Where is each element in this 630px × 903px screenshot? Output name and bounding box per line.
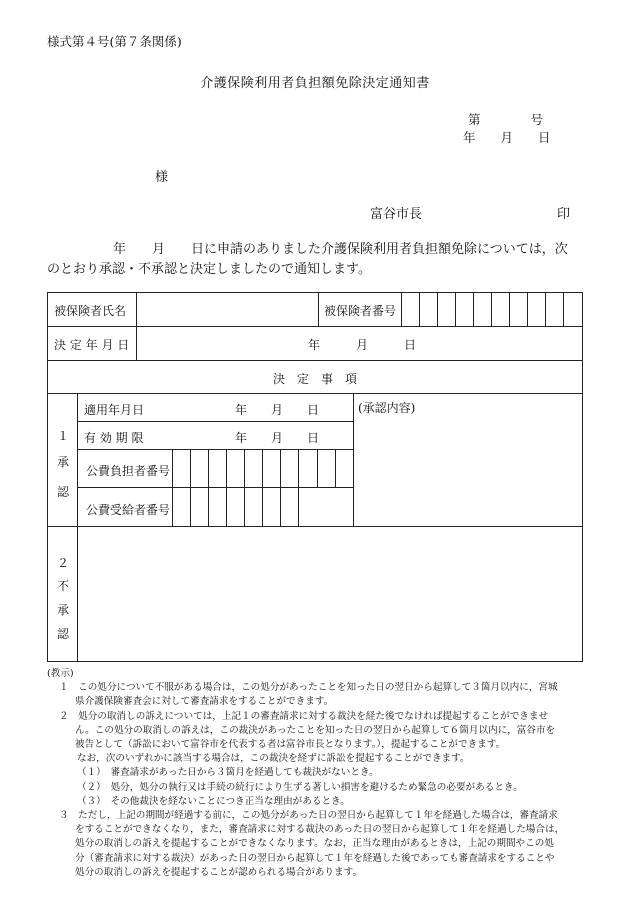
digit-box-divider bbox=[473, 293, 474, 326]
valid-period-value: 年 月 日 bbox=[235, 431, 320, 445]
digit-box-divider bbox=[563, 293, 564, 326]
digit-box-divider bbox=[545, 293, 546, 326]
digit-box-divider bbox=[509, 293, 510, 326]
apply-date-value: 年 月 日 bbox=[235, 403, 320, 417]
notice-line: 県介護保険審査会に対して審査請求をすることができます。 bbox=[75, 696, 334, 708]
decision-items-heading: 決 定 事 項 bbox=[272, 372, 357, 386]
seal-mark: 印 bbox=[557, 207, 571, 222]
row-divider bbox=[48, 326, 582, 327]
legal-notice bbox=[47, 667, 587, 880]
notice-line: 被告として（訴訟において富谷市を代表する者は富谷市長となります。），提起することができます。 bbox=[75, 739, 506, 751]
decision-form-table bbox=[47, 292, 583, 662]
row-divider bbox=[77, 487, 353, 488]
col-divider bbox=[353, 393, 354, 526]
digit-box-divider bbox=[298, 449, 299, 526]
notice-line: 分（審査請求に対する裁決）があった日の翌日から起算して１年を経過した後であっても審査請求をすることや bbox=[75, 852, 555, 864]
insured-name-label: 被保険者氏名 bbox=[54, 304, 127, 318]
notice-line: ３ ただし，上記の期間が経過する前に，この処分があった日の翌日から起算して１年を経過した場合は，審査請求 bbox=[59, 810, 558, 822]
notice-line: ん。この処分の取消しの訴えは，この裁決があったことを知った日の翌日から起算して６箇月以内に，富谷市を bbox=[75, 724, 556, 736]
digit-box-divider bbox=[317, 449, 318, 487]
notice-line: １ この処分について不服がある場合は，この処分があったことを知った日の翌日から起算して３箇月以内に，宮城 bbox=[59, 682, 558, 694]
digit-box-divider bbox=[226, 449, 227, 526]
approval-section-char: 承 bbox=[57, 455, 70, 469]
insured-number-label: 被保険者番号 bbox=[324, 304, 397, 318]
digit-box-divider bbox=[455, 293, 456, 326]
col-divider bbox=[77, 393, 78, 662]
public-payer-number-label: 公費負担者番号 bbox=[86, 464, 171, 478]
decision-date-value: 年 月 日 bbox=[308, 338, 417, 352]
col-divider bbox=[318, 293, 319, 326]
row-divider bbox=[48, 360, 582, 361]
digit-box-divider bbox=[190, 449, 191, 526]
notice-line: なお，次のいずれかに該当する場合は，この裁決を経ずに訴訟を提起することができます。 bbox=[77, 753, 470, 765]
apply-date-label: 適用年月日 bbox=[84, 403, 145, 417]
notice-line: （３） その他裁決を経ないことにつき正当な理由があるとき。 bbox=[77, 795, 350, 807]
valid-period-label: 有 効 期 限 bbox=[84, 431, 144, 445]
digit-box-divider bbox=[527, 293, 528, 326]
issue-date: 年 月 日 bbox=[463, 130, 551, 145]
digit-box-divider bbox=[262, 449, 263, 526]
document-number: 第 号 bbox=[468, 112, 544, 127]
notice-line: （１） 審査請求があった日から３箇月を経過しても裁決がないとき。 bbox=[77, 767, 379, 779]
notice-line: 処分の取消しの訴えを提起することができなくなります。なお，正当な理由があるときは，上記の期間やこの処 bbox=[75, 838, 554, 850]
disapproval-section-char: 不 bbox=[57, 579, 70, 593]
approval-content-label: (承認内容) bbox=[358, 401, 416, 415]
addressee-suffix: 様 bbox=[155, 170, 169, 185]
col-divider bbox=[401, 293, 402, 326]
digit-box-divider bbox=[208, 449, 209, 526]
decision-date-label: 決 定 年 月 日 bbox=[54, 338, 130, 352]
digit-box-divider bbox=[419, 293, 420, 326]
col-divider bbox=[172, 449, 173, 526]
disapproval-section-char: 認 bbox=[57, 627, 70, 641]
public-recipient-number-label: 公費受給者番号 bbox=[86, 503, 171, 517]
issuer: 富谷市長 bbox=[370, 207, 423, 222]
row-divider bbox=[48, 393, 582, 394]
row-divider bbox=[48, 526, 582, 527]
notice-line: 処分の取消しの訴えを提起することが認められる場合があります。 bbox=[75, 866, 363, 878]
approval-section-char: 認 bbox=[57, 485, 70, 499]
notice-line: ２ 処分の取消しの訴えについては，上記１の審査請求に対する裁決を経た後でなければ提起することができませ bbox=[59, 710, 549, 722]
notice-line: をすることができなくなり，また，審査請求に対する裁決のあった日の翌日から起算して１年を経過した場合は， bbox=[75, 824, 565, 836]
disapproval-section-number: ２ bbox=[57, 556, 70, 570]
approval-section-number: １ bbox=[57, 429, 70, 443]
row-divider bbox=[77, 421, 353, 422]
digit-box-divider bbox=[335, 449, 336, 487]
notice-line: （２） 処分，処分の執行又は手続の続行により生ずる著しい損害を避けるため緊急の必要があるとき。 bbox=[77, 781, 523, 793]
digit-box-divider bbox=[280, 449, 281, 526]
digit-box-divider bbox=[437, 293, 438, 326]
notice-heading: (教示) bbox=[47, 668, 74, 679]
disapproval-section-char: 承 bbox=[57, 603, 70, 617]
col-divider bbox=[136, 293, 137, 360]
intro-line-2: のとおり承認・不承認と決定しましたので通知します。 bbox=[47, 262, 371, 277]
row-divider bbox=[77, 449, 353, 450]
document-title: 介護保険利用者負担額免除決定通知書 bbox=[200, 76, 430, 91]
intro-line-1: 年 月 日に申請のありました介護保険利用者負担額免除については，次 bbox=[113, 242, 568, 257]
form-number: 様式第４号(第７条関係) bbox=[47, 34, 182, 49]
digit-box-divider bbox=[491, 293, 492, 326]
digit-box-divider bbox=[244, 449, 245, 526]
